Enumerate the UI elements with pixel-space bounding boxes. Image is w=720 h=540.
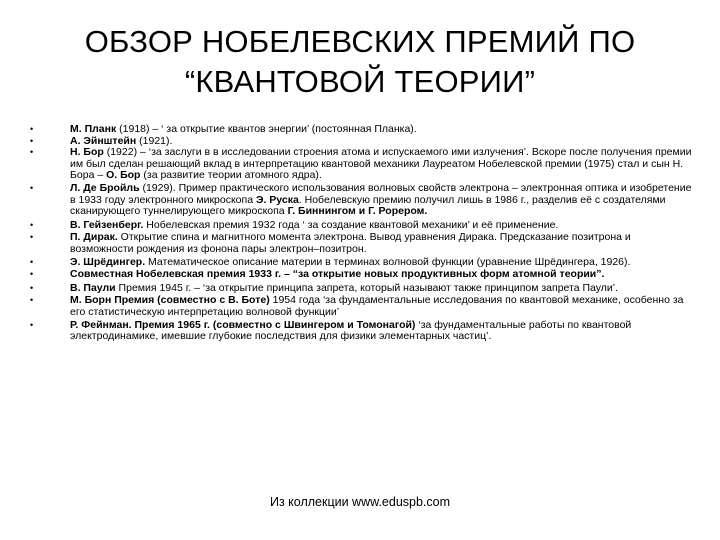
list-item-bold-text: Э. Шрёдингер. <box>70 255 146 268</box>
list-item-text: (1922) – ‘за заслуги в в исследовании строения атома и испускаемого ими излучения’. Вскоре после получения премии им был сделан решающий вклад в интерпретацию квантовой механики Лауреатом Нобелевской премии (1975) стал и сын Н. Бора – <box>70 146 692 182</box>
list-item <box>30 257 696 269</box>
list-item-bold-text: Г. Биннингом и Г. Рорером. <box>287 205 428 218</box>
list-item-text: 1954 года ‘за фундаментальные исследования по квантовой механике, особенно за его статистическую интерпретацию волновой функции’ <box>70 294 684 318</box>
list-item-bold-text: Р. Фейнман. Премия 1965 г. (совместно с Швингером и Томонагой) <box>70 318 416 331</box>
list-item <box>30 269 696 281</box>
list-item-bold-text: П. Дирак. <box>70 231 118 244</box>
list-item-text: Премия 1945 г. – ‘за открытие принципа запрета, который называют также принципом запрета Паули’. <box>115 281 619 294</box>
list-item-bold-text: О. Бор <box>106 169 141 182</box>
list-item-bold-text: Э. Руска <box>255 193 299 206</box>
bullet-point-icon: • <box>30 295 34 306</box>
list-item-text: Математическое описание материи в терминах волновой функции (уравнение Шрёдингера, 1926). <box>145 255 631 268</box>
footer-source: Из коллекции www.eduspb.com <box>269 495 451 509</box>
bullet-point-icon: • <box>30 219 34 230</box>
slide-title-line-2: “КВАНТОВОЙ ТЕОРИИ” <box>184 64 536 99</box>
bullet-point-icon: • <box>30 269 34 280</box>
list-item-bold-text: М. Борн Премия (совместно с В. Боте) <box>70 294 270 307</box>
list-item-text: (1921). <box>139 134 173 147</box>
list-item-bold-text: Л. Де Бройль <box>70 181 140 194</box>
bullet-point-icon: • <box>30 256 34 267</box>
slide-title <box>0 22 720 102</box>
nobel-prize-list <box>30 124 696 343</box>
bullet-point-icon: • <box>30 147 34 158</box>
list-item-bold-text: Совместная Нобелевская премия 1933 г. – “за открытие новых продуктивных форм атомной теории”. <box>70 268 605 281</box>
list-item-text: (1929). Пример практического использования волновых свойств электрона – электронная оптика и изобретение в 1933 году электронного микроскопа <box>70 181 692 206</box>
list-item <box>30 320 696 343</box>
list-item-bold-text: В. Паули <box>70 281 116 294</box>
bullet-point-icon: • <box>30 232 34 243</box>
list-item-bold-text: Н. Бор <box>70 146 107 159</box>
bullet-point-icon: • <box>30 282 34 293</box>
bullet-point-icon: • <box>30 124 34 134</box>
list-item <box>30 283 696 295</box>
list-item-bold-text: В. Гейзенберг. <box>70 218 144 231</box>
bullet-point-icon: • <box>30 135 34 146</box>
list-item-bold-text: М. Планк <box>70 123 120 135</box>
list-item-text: . Нобелевскую премию получил лишь в 1986 г., разделив её с создателями сканирующего туннелирующего микроскопа <box>70 193 666 218</box>
list-item <box>30 232 696 255</box>
list-item-text: (за развитие теории атомного ядра). <box>140 169 322 182</box>
list-item <box>30 295 696 318</box>
list-item-text: ‘за фундаментальные работы по квантовой электродинамике, имевшие глубокие последствия для физики элементарных частиц’. <box>70 318 632 343</box>
list-item-text: Открытие спина и магнитного момента электрона. Вывод уравнения Дирака. Предсказание позитрона и возможности рождения из фонона пары электрон–позитрон. <box>70 231 631 255</box>
bullet-point-icon: • <box>30 319 34 330</box>
bullet-point-icon: • <box>30 182 34 193</box>
list-item-text: Нобелевская премия 1932 года ‘ за создание квантовой механики’ и её применение. <box>143 218 559 231</box>
list-item <box>30 147 696 182</box>
slide-title-line-1: ОБЗОР НОБЕЛЕВСКИХ ПРЕМИЙ ПО <box>84 24 636 59</box>
list-item <box>30 183 696 218</box>
list-item <box>30 220 696 232</box>
list-item-bold-text: А. Эйнштейн <box>70 134 140 147</box>
list-item-text: (1918) – ‘ за открытие квантов энергии’ (постоянная Планка). <box>119 123 417 135</box>
